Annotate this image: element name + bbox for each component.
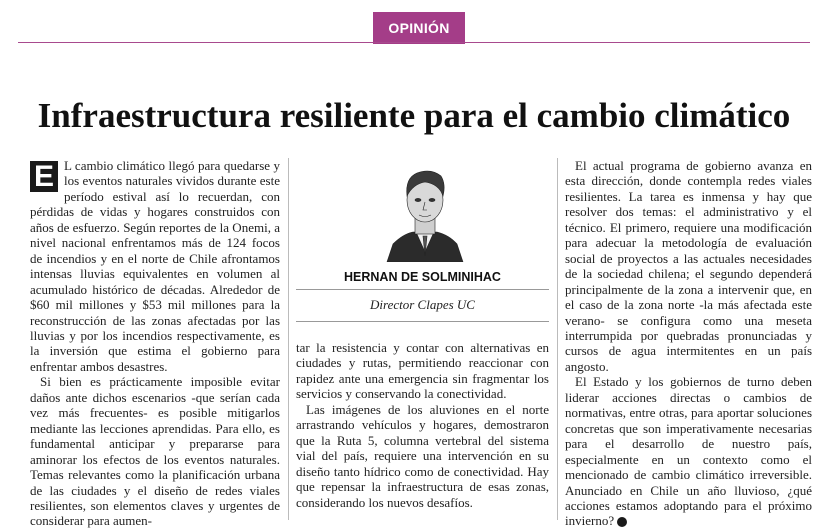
paragraph-text: El Estado y los gobiernos de turno deben liderar acciones directas o cambios de normativas, entre otras, para aportar soluciones concretas que son imperativamente necesarias para el desarrollo de nuestro país, especialmente en un contexto como el mencionado de cambio climático irreversible. Anunciado en Chile un año lluvioso, ¿qué acciones estamos adoptando para el próximo invierno? bbox=[565, 374, 812, 529]
paragraph: tar la resistencia y contar con alternativas en ciudades y rutas, permitiendo reaccionar con rapidez ante una emergencia sin fragmentar los servicios y conservando la conectividad. bbox=[296, 340, 549, 402]
paragraph-text: L cambio climático llegó para quedarse y los eventos naturales vividos durante este período estival así lo recuerdan, con pérdidas de vidas y hogares construidos con años de esfuerzo. Según reportes de la Onemi, a nivel nacional enfrentamos más de 124 focos de incendios y en el norte de Chile afrontamos intensas lluvias equivalentes en volumen al acumulado histórico de décadas. Alrededor de $60 mil millones y $53 mil millones para la reconstrucción de las zonas afectadas por las lluvias y por los incendios respectivamente, es la inversión que estima el gobierno para enfrentar ambos desastres. bbox=[30, 158, 280, 374]
column-divider bbox=[288, 158, 289, 520]
author-divider bbox=[296, 289, 549, 290]
paragraph bbox=[30, 158, 280, 374]
author-role: Director Clapes UC bbox=[370, 297, 475, 312]
column-divider bbox=[557, 158, 558, 520]
dropcap: E bbox=[30, 161, 58, 192]
paragraph bbox=[565, 374, 812, 529]
author-name: HERNAN DE SOLMINIHAC bbox=[344, 270, 501, 284]
paragraph: Las imágenes de los aluviones en el norte arrastrando vehículos y hogares, demostraron que la Ruta 5, columna vertebral del sistema vial del país, requiere una intervención en su diseño tanto hídrico como de conectividad. Hay que repensar la infraestructura de esas zonas, considerando los nuevos desafíos. bbox=[296, 401, 549, 510]
end-mark-icon: P bbox=[617, 517, 627, 527]
paragraph: Si bien es prácticamente imposible evitar daños ante dichos escenarios -que serían cada vez más frecuentes- es posible mitigarlos mediante las lecciones aprendidas. Para ello, es fundamental anticipar y prepararse para aminorar los efectos de los eventos naturales. Temas relevantes como la planificación urbana de las ciudades y el diseño de redes viales resilientes, son elementos claves y urgentes de considerar para aumen- bbox=[30, 374, 280, 529]
top-rule bbox=[18, 42, 810, 43]
author-portrait bbox=[383, 160, 467, 262]
headline: Infraestructura resiliente para el cambio climático bbox=[37, 96, 791, 136]
section-badge: OPINIÓN bbox=[373, 12, 465, 44]
column-1 bbox=[30, 158, 280, 529]
paragraph: El actual programa de gobierno avanza en esta dirección, donde contempla redes viales resilientes. La tarea es inmensa y hay que resolver dos temas: el administrativo y el técnico. El primero, requiere una modificación para adecuar la metodología de evaluación social de proyectos a las actuales necesidades de la sociedad chilena; el segundo dependerá principalmente de la zona a intervenir que, en el caso de la zona norte -la más afectada este verano- se configura como una meseta interrumpida por quebradas pronunciadas y cursos de agua intermitentes en un país angosto. bbox=[565, 158, 812, 374]
author-divider bbox=[296, 321, 549, 322]
column-2 bbox=[296, 340, 549, 510]
column-3 bbox=[565, 158, 812, 529]
